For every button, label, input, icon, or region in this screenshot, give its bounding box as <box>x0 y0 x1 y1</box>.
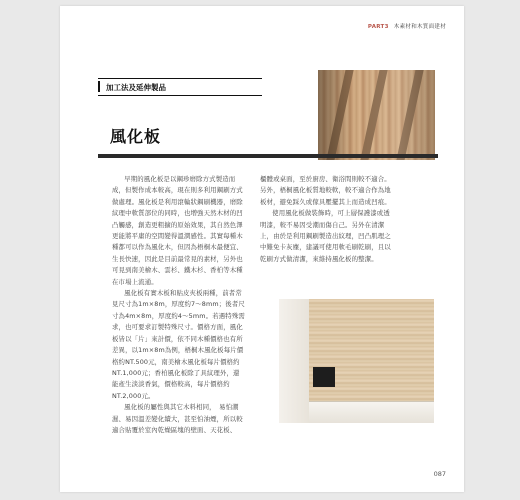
body-paragraph: 櫃體或桌面，至於廚房、衛浴間則較不適合。另外，梧桐風化板質地較軟，較不適合作為地板材，避免踩久或傢具壓擺其上而造成凹痕。 <box>260 175 391 206</box>
section-tag-box <box>98 78 262 96</box>
running-head-part: PART3 <box>367 24 389 30</box>
photo-shade <box>318 70 435 160</box>
page-number: 087 <box>433 470 446 478</box>
body-column-right <box>260 174 394 265</box>
photo-cabinet <box>309 401 434 423</box>
body-column-left <box>112 174 246 436</box>
interior-wall-photo <box>279 299 434 423</box>
section-tag-accent <box>98 81 100 92</box>
body-paragraph: 使用風化板做裝飾時，可上層保護漆或透明漆，較不易因受潮而傷自己。另外在清潔上，由於是利用鋼刷製造出紋理，凹凸肌理之中難免卡灰塵，建議可使用軟毛刷乾刷，且以乾刷方式做清潔，來維持風化板的整潔。 <box>260 209 391 263</box>
weathered-board-closeup-photo <box>318 70 435 160</box>
running-head <box>368 22 446 30</box>
body-paragraph: 早期的風化板是以鋼珍磨除方式製造而成，但製作成本較高，現在則多利用鋼刷方式做處理。風化板是利用滾輪狀鋼刷機器，磨除紋理中軟質部位的同時，也増強天然木材的凹凸觸感，創造更粗擴的原始效果，其自然色澤更能將平庸的空間變得溫潤感性。其實每種木種都可以作為風化木，但因為梧桐木最便宜、生長快速，因此是目前最常見的素材，另外也可見到南美檜木、雲杉、鐵木杉、香柏等木種在市場上流通。 <box>112 175 243 286</box>
body-paragraph: 風化板的屬性與其它木料相同， 易怕潮濕、易因溫差變化續大，甚至怕油煙，所以較適合貼覆於室內乾燥區塊的壁面、天花板、 <box>112 403 243 434</box>
magazine-page <box>60 6 464 492</box>
page-title: 風化板 <box>110 127 162 146</box>
body-paragraph: 風化板有實木板和貼皮夾板兩種，前者常見尺寸為1m×8m，厚度約7～8mm；後者尺寸為4m×8m，厚度約4～5mm。若遇特殊需求，也可要求訂製特殊尺寸。價格方面，風化板皆以「片」來計價，依不同木種價格也有所差異，以1m×8m為例，梧桐木風化板每片價格約NT.500元，南美檜木風化板每片價格約NT.1,000元；香柏風化板除了具紋理外，還能產生淡淡香氣，價格較高，每片價格約NT.2,000元。 <box>112 289 245 400</box>
title-rule <box>98 154 438 158</box>
running-head-label: 木素材和木質面建材 <box>393 24 446 30</box>
section-tag: 加工法及延伸製品 <box>106 83 166 92</box>
photo-white-wall <box>279 299 309 423</box>
photo-tv <box>313 367 335 387</box>
